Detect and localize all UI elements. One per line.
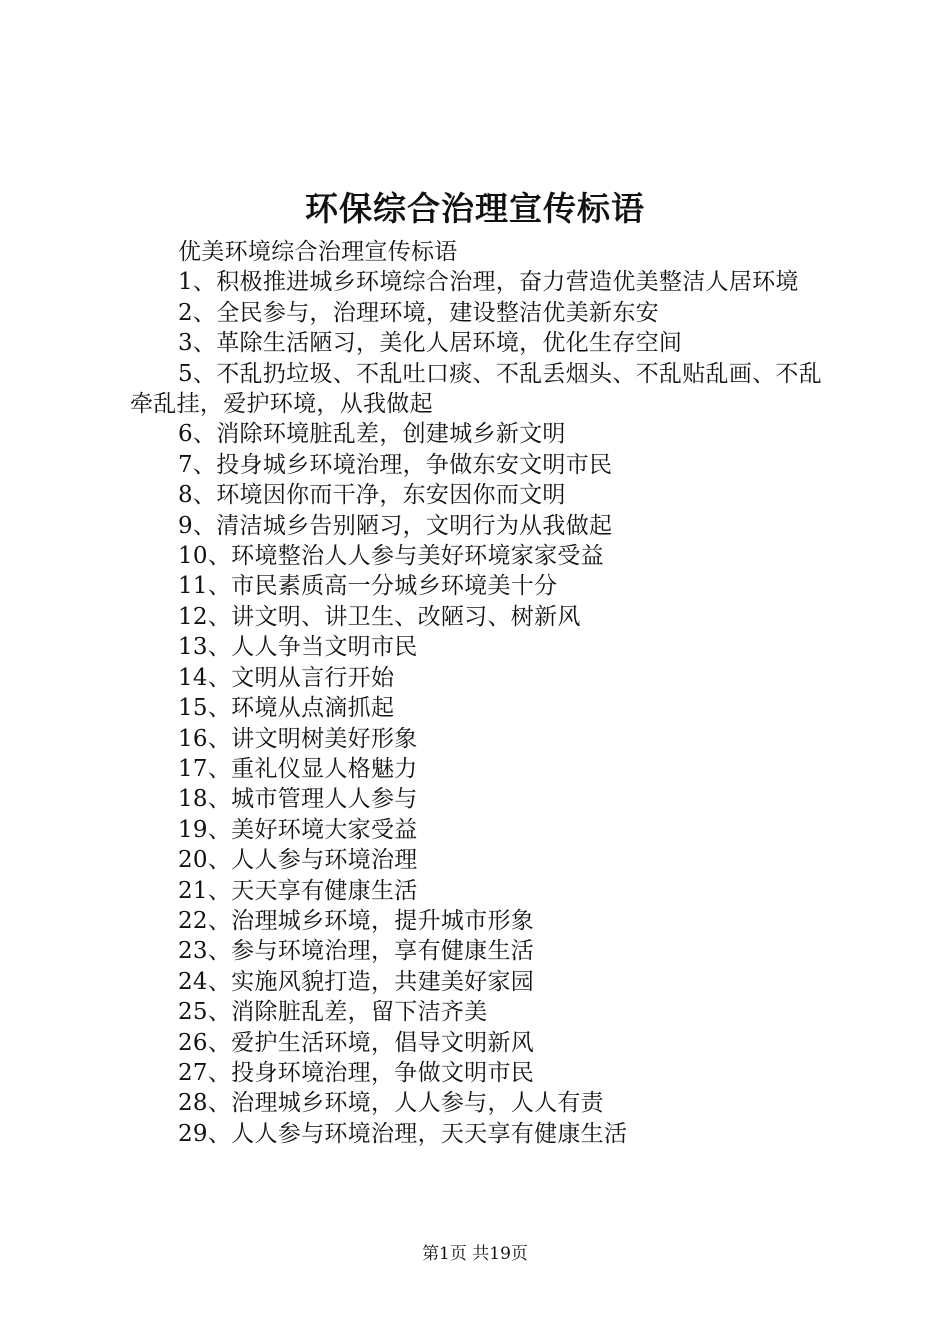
slogan-item: 16、讲文明树美好形象: [178, 725, 418, 752]
slogan-item: 28、治理城乡环境，人人参与，人人有责: [178, 1090, 604, 1117]
slogan-item: 11、市民素质高一分城乡环境美十分: [178, 573, 558, 600]
page-footer: 第1页 共19页: [422, 1244, 528, 1264]
slogan-item: 21、天天享有健康生活: [178, 877, 418, 904]
slogan-item: 2、全民参与，治理环境，建设整洁优美新东安: [178, 299, 659, 326]
slogan-item: 5、不乱扔垃圾、不乱吐口痰、不乱丢烟头、不乱贴乱画、不乱牵乱挂，爱护环境，从我做起: [130, 360, 823, 418]
slogan-item: 10、环境整治人人参与美好环境家家受益: [178, 543, 604, 570]
document-body: [130, 237, 832, 1149]
paragraph-subtitle: 优美环境综合治理宣传标语: [178, 239, 458, 265]
slogan-item: 12、讲文明、讲卫生、改陋习、树新风: [178, 603, 581, 630]
slogan-item: 3、革除生活陋习，美化人居环境，优化生存空间: [178, 330, 683, 357]
slogan-item: 18、城市管理人人参与: [178, 786, 418, 813]
slogan-item: 29、人人参与环境治理，天天享有健康生活: [178, 1120, 628, 1147]
slogan-item: 7、投身城乡环境治理，争做东安文明市民: [178, 451, 613, 478]
slogan-item: 8、环境因你而干净，东安因你而文明: [178, 482, 566, 509]
slogan-item: 27、投身环境治理，争做文明市民: [178, 1059, 535, 1086]
slogan-item: 17、重礼仪显人格魅力: [178, 755, 418, 782]
slogan-item: 24、实施风貌打造，共建美好家园: [178, 968, 535, 995]
slogan-item: 13、人人争当文明市民: [178, 634, 418, 661]
document-title: 环保综合治理宣传标语: [305, 189, 645, 228]
slogan-item: 14、文明从言行开始: [178, 664, 395, 691]
slogan-item: 15、环境从点滴抓起: [178, 695, 395, 722]
slogan-item: 19、美好环境大家受益: [178, 816, 418, 843]
slogan-item: 9、清洁城乡告别陋习，文明行为从我做起: [178, 512, 613, 539]
slogan-item: 26、爱护生活环境，倡导文明新风: [178, 1029, 535, 1056]
slogan-item: 25、消除脏乱差，留下洁齐美: [178, 999, 488, 1026]
slogan-item: 22、治理城乡环境，提升城市形象: [178, 907, 535, 934]
slogan-item: 6、消除环境脏乱差，创建城乡新文明: [178, 421, 566, 448]
slogan-item: 23、参与环境治理，享有健康生活: [178, 938, 535, 965]
slogan-item: 1、积极推进城乡环境综合治理，奋力营造优美整洁人居环境: [178, 269, 799, 296]
slogan-item: 20、人人参与环境治理: [178, 847, 418, 874]
